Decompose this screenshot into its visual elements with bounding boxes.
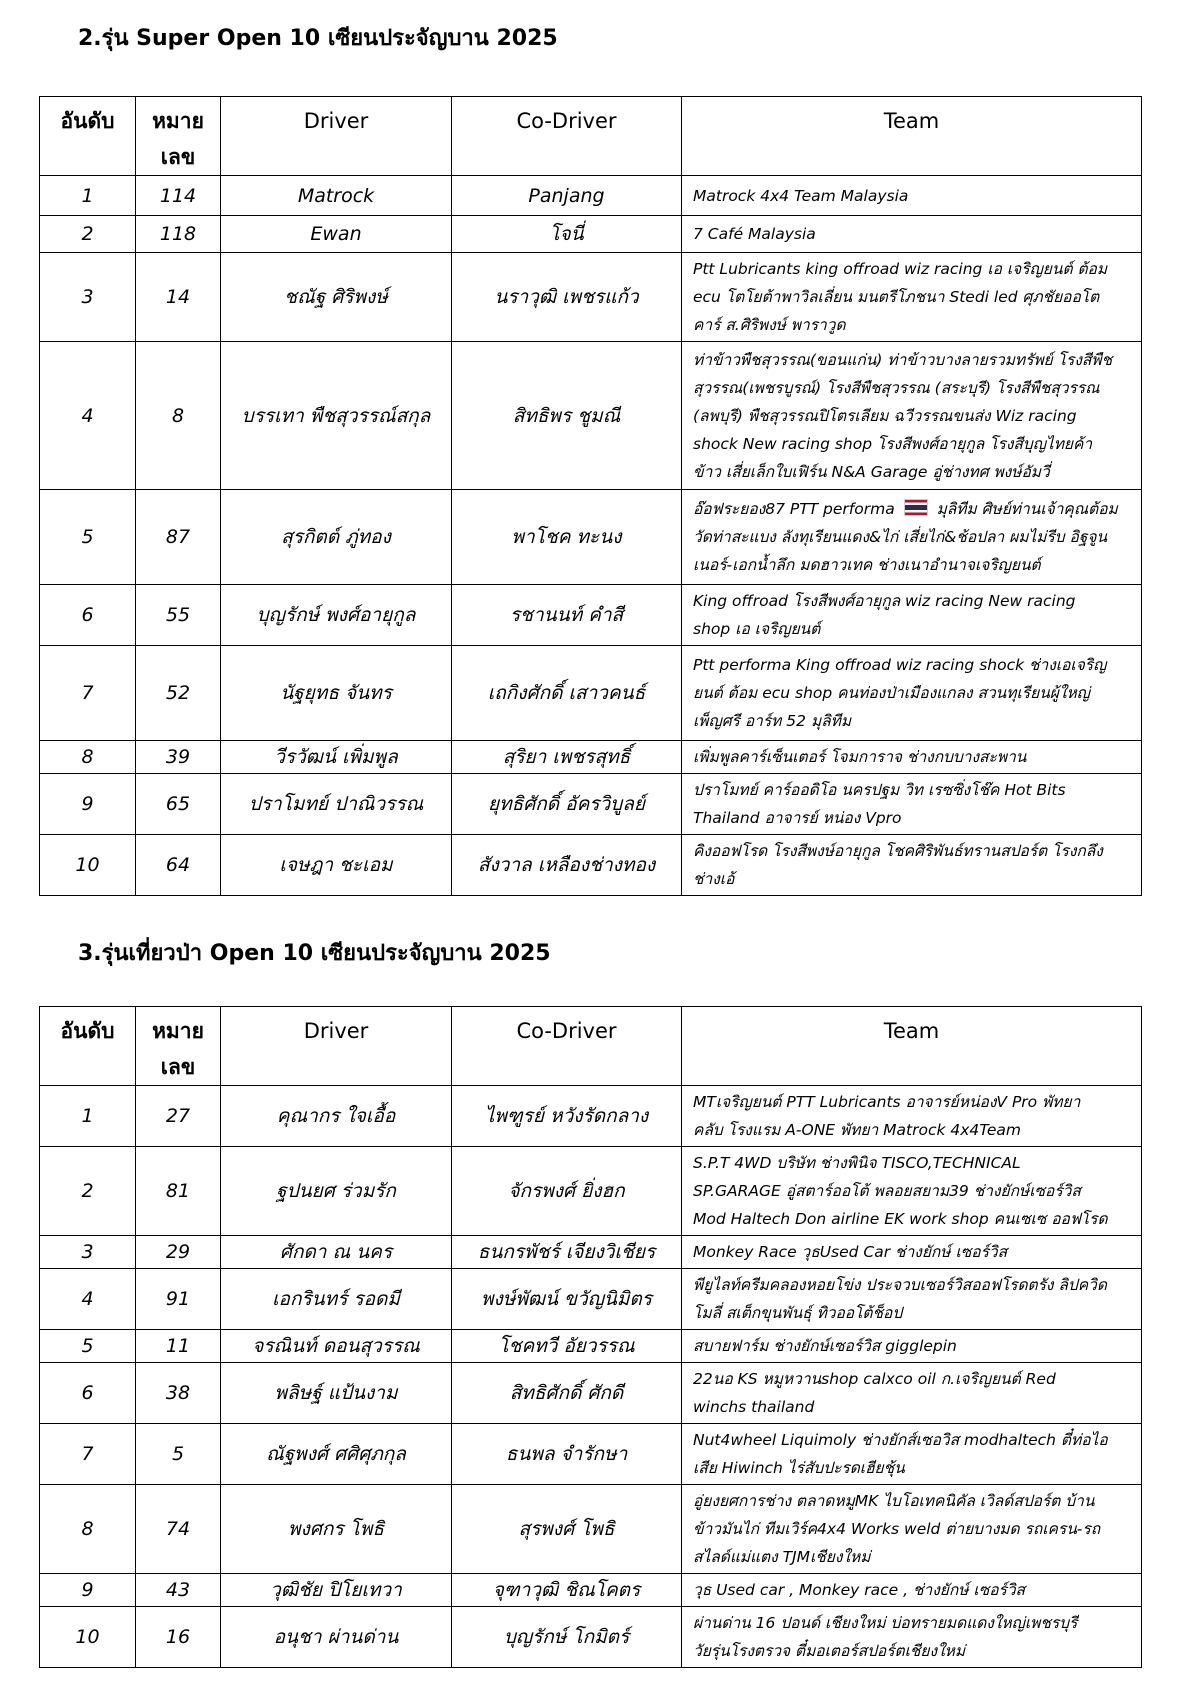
team-line: ท่าข้าวพืชสุวรรณ(ขอนแก่น) ท่าข้าวบางลายรวมทรัพย์ โรงสีพืช	[693, 350, 1113, 369]
rank-cell: 8	[40, 741, 136, 774]
co-driver-cell: ธนพล จำรักษา	[452, 1424, 682, 1485]
team-line: โมลี่ สเต็กขุนพันธุ์ ทิวออโต้ช็อป	[693, 1304, 903, 1322]
header-rank: อันดับ	[40, 1007, 136, 1086]
number-cell: 87	[136, 490, 221, 585]
driver-cell: ปราโมทย์ ปาณิวรรณ	[221, 774, 452, 835]
co-driver-cell: สุรพงศ์ โพธิ	[452, 1485, 682, 1574]
team-line: ผ่านด่าน 16 ปอนด์ เชียงใหม่ บ่อทรายมดแดงใหญ่เพชรบุรี	[693, 1614, 1078, 1632]
rank-cell: 8	[40, 1485, 136, 1574]
section-title-super-open: 2.รุ่น Super Open 10 เซียนประจัญบาน 2025	[78, 26, 558, 51]
rank-cell: 6	[40, 585, 136, 646]
team-cell	[682, 1147, 1142, 1236]
driver-cell: คุณากร ใจเอื้อ	[221, 1086, 452, 1147]
number-cell: 118	[136, 216, 221, 253]
number-cell: 29	[136, 1236, 221, 1269]
team-cell	[682, 176, 1142, 216]
team-cell	[682, 774, 1142, 835]
number-cell: 55	[136, 585, 221, 646]
number-cell: 5	[136, 1424, 221, 1485]
driver-cell: อนุชา ผ่านด่าน	[221, 1607, 452, 1668]
section-title-tiew-pa-open: 3.รุ่นเที่ยวป่า Open 10 เซียนประจัญบาน 2025	[78, 941, 551, 966]
thai-flag-icon	[904, 499, 928, 516]
team-cell	[682, 342, 1142, 490]
table-row	[40, 1485, 1142, 1574]
team-cell	[682, 646, 1142, 741]
table-row	[40, 1363, 1142, 1424]
team-line: เพิ่มพูลคาร์เซ็นเตอร์ โจมการาจ ช่างกบบางสะพาน	[693, 748, 1027, 766]
number-cell: 74	[136, 1485, 221, 1574]
co-driver-cell: ไพฑูรย์ หวังรัดกลาง	[452, 1086, 682, 1147]
table-row	[40, 585, 1142, 646]
table-row	[40, 1236, 1142, 1269]
driver-cell: พงศกร โพธิ	[221, 1485, 452, 1574]
team-line: Matrock 4x4 Team Malaysia	[693, 186, 909, 205]
co-driver-cell: สิทธิพร ชูมณี	[452, 342, 682, 490]
co-driver-cell: โจนี่	[452, 216, 682, 253]
rank-cell: 9	[40, 1574, 136, 1607]
co-driver-cell: รชานนท์ คำสี	[452, 585, 682, 646]
rank-cell: 4	[40, 342, 136, 490]
table-row	[40, 1607, 1142, 1668]
number-cell: 64	[136, 835, 221, 896]
table-row	[40, 490, 1142, 585]
team-cell	[682, 1363, 1142, 1424]
team-line: ecu โตโยต้าพาวิลเลี่ยน มนตรีโภชนา Stedi led ศุภชัยออโต	[693, 288, 1100, 306]
table-row	[40, 774, 1142, 835]
team-line-text: มุลิทีม ศิษย์ท่านเจ้าคุณต้อม	[931, 500, 1118, 518]
rank-cell: 5	[40, 1330, 136, 1363]
driver-cell: Ewan	[221, 216, 452, 253]
number-cell: 11	[136, 1330, 221, 1363]
team-line: ปราโมทย์ คาร์ออดิโอ นครปฐม วิท เรซซิ่งโช๊ค Hot Bits	[693, 781, 1066, 799]
driver-cell: บรรเทา พืชสุวรรณ์สกุล	[221, 342, 452, 490]
header-number	[136, 97, 221, 176]
number-cell: 91	[136, 1269, 221, 1330]
team-line: Ptt performa King offroad wiz racing shock ช่างเอเจริญ	[693, 656, 1107, 674]
team-cell	[682, 741, 1142, 774]
team-line: ข้าว เสี่ยเล็กใบเฟิร์น N&A Garage อู่ช่างทศ พงษ์อัมวี่	[693, 462, 1050, 481]
team-line: Ptt Lubricants king offroad wiz racing เอ เจริญยนต์ ต้อม	[693, 260, 1108, 278]
team-cell	[682, 1424, 1142, 1485]
number-cell: 43	[136, 1574, 221, 1607]
header-rank: อันดับ	[40, 97, 136, 176]
team-line: Nut4wheel Liquimoly ช่างยักส์เซอวิส modhaltech ตี๋ท่อไอ	[693, 1431, 1108, 1449]
header-number-line1: หมาย	[152, 1019, 204, 1043]
co-driver-cell: บุญรักษ์ โกมิตร์	[452, 1607, 682, 1668]
table-row	[40, 253, 1142, 342]
team-line: เนอร์-เอกน้ำลึก มดฮาวเทค ช่างเนาอำนาจเจริญยนต์	[693, 556, 1041, 574]
header-number-line1: หมาย	[152, 109, 204, 133]
team-line	[693, 495, 1133, 523]
header-driver: Driver	[221, 97, 452, 176]
co-driver-cell: โชคทวี อัยวรรณ	[452, 1330, 682, 1363]
team-line: (ลพบุรี) พืชสุวรรณปิโตรเลียม ฉวีวรรณขนส่ง Wiz racing	[693, 406, 1077, 425]
number-cell: 65	[136, 774, 221, 835]
co-driver-cell: จุฑาวุฒิ ชิณโคตร	[452, 1574, 682, 1607]
number-cell: 27	[136, 1086, 221, 1147]
header-co-driver: Co-Driver	[452, 97, 682, 176]
team-line: shop เอ เจริญยนต์	[693, 620, 821, 638]
team-cell	[682, 1607, 1142, 1668]
team-line: อู่ยงยศการช่าง ตลาดหมูMK ไบโอเทคนิคัล เวิลด์สปอร์ต บ้าน	[693, 1492, 1095, 1510]
rank-cell: 4	[40, 1269, 136, 1330]
number-cell: 52	[136, 646, 221, 741]
team-line: พียูไลท์ครีมคลองหอยโข่ง ประจวบเซอร์วิสออฟโรดตรัง ลิปควิด	[693, 1276, 1107, 1294]
rank-cell: 7	[40, 1424, 136, 1485]
team-cell	[682, 835, 1142, 896]
driver-cell: Matrock	[221, 176, 452, 216]
table-row	[40, 1574, 1142, 1607]
co-driver-cell: สุริยา เพชรสุทธิ์	[452, 741, 682, 774]
team-line: ยนต์ ต้อม ecu shop คนท่องป่าเมืองแกลง สวนทุเรียนผู้ใหญ่	[693, 684, 1090, 702]
team-line: เพ็ญศรี อาร์ท 52 มุลิทีม	[693, 712, 852, 730]
co-driver-cell: สังวาล เหลืองช่างทอง	[452, 835, 682, 896]
co-driver-cell: พงษ์พัฒน์ ขวัญนิมิตร	[452, 1269, 682, 1330]
number-cell: 16	[136, 1607, 221, 1668]
driver-cell: วีรวัฒน์ เพิ่มพูล	[221, 741, 452, 774]
header-team: Team	[682, 97, 1142, 176]
co-driver-cell: จักรพงศ์ ยิ่งฮก	[452, 1147, 682, 1236]
team-line: คิงออฟโรด โรงสีพงษ์อายุกูล โชคศิริพันธ์ทรานสปอร์ต โรงกลึง	[693, 842, 1103, 860]
table-row	[40, 342, 1142, 490]
driver-cell: พลิษฐ์ แป้นงาม	[221, 1363, 452, 1424]
table-row	[40, 1147, 1142, 1236]
team-cell	[682, 490, 1142, 585]
rank-cell: 7	[40, 646, 136, 741]
team-line: สุวรรณ(เพชรบูรณ์) โรงสีพืชสุวรรณ (สระบุรี) โรงสีพืชสุวรรณ	[693, 378, 1100, 397]
team-line: SP.GARAGE อู่สตาร์ออโต้ พลอยสยาม39 ช่างยักษ์เซอร์วิส	[693, 1182, 1081, 1200]
results-table-tiew-pa-open	[39, 1006, 1142, 1668]
rank-cell: 5	[40, 490, 136, 585]
number-cell: 8	[136, 342, 221, 490]
driver-cell: ศักดา ณ นคร	[221, 1236, 452, 1269]
rank-cell: 1	[40, 1086, 136, 1147]
rank-cell: 1	[40, 176, 136, 216]
team-line: Monkey Race วุธUsed Car ช่างยักษ์ เซอร์วิส	[693, 1243, 1008, 1261]
co-driver-cell: พาโชค ทะนง	[452, 490, 682, 585]
team-line: S.P.T 4WD บริษัท ช่างพินิจ TISCO,TECHNICAL	[693, 1154, 1021, 1172]
team-line: วัดท่าสะแบง ลังทุเรียนแดง&ไก่ เสี่ยไก่&ช้อปลา ผมไม่รีบ อิฐจูน	[693, 528, 1108, 546]
header-number-line2: เลข	[160, 1055, 196, 1079]
team-cell	[682, 1269, 1142, 1330]
team-line: คลับ โรงแรม A-ONE พัทยา Matrock 4x4Team	[693, 1121, 1021, 1139]
team-line: คาร์ ส.ศิริพงษ์ พาราวูด	[693, 316, 846, 334]
driver-cell: จรณินท์ ดอนสุวรรณ	[221, 1330, 452, 1363]
co-driver-cell: เถกิงศักดิ์ เสาวคนธ์	[452, 646, 682, 741]
co-driver-cell: Panjang	[452, 176, 682, 216]
rank-cell: 9	[40, 774, 136, 835]
team-line-text: อ๊อฟระยอง87 PTT performa	[693, 500, 900, 518]
team-cell	[682, 1086, 1142, 1147]
team-cell	[682, 1574, 1142, 1607]
table-row	[40, 1269, 1142, 1330]
team-cell	[682, 585, 1142, 646]
team-cell	[682, 1485, 1142, 1574]
driver-cell: นัฐยุทธ จันทร	[221, 646, 452, 741]
team-line: ข้าวมันไก่ ทีมเวิร์ค4x4 Works weld ต่ายบางมด รถเครน-รถ	[693, 1520, 1101, 1538]
team-line: MTเจริญยนต์ PTT Lubricants อาจารย์หน่องV Pro พัทยา	[693, 1093, 1081, 1111]
table-header-row	[40, 97, 1142, 176]
number-cell: 114	[136, 176, 221, 216]
header-number-line2: เลข	[160, 145, 196, 169]
driver-cell: เจษฎา ชะเอม	[221, 835, 452, 896]
rank-cell: 3	[40, 253, 136, 342]
team-line: ช่างเอ้	[693, 870, 735, 888]
team-line: สไลด์แม่แตง TJMเชียงใหม่	[693, 1548, 871, 1566]
team-line: shock New racing shop โรงสีพงศ์อายุกูล โรงสีบุญไทยค้า	[693, 434, 1093, 453]
number-cell: 39	[136, 741, 221, 774]
rank-cell: 6	[40, 1363, 136, 1424]
team-line: วัยรุ่นโรงตรวจ ตี๋มอเตอร์สปอร์ตเชียงใหม่	[693, 1642, 966, 1660]
table-row	[40, 1424, 1142, 1485]
co-driver-cell: นราวุฒิ เพชรแก้ว	[452, 253, 682, 342]
driver-cell: สุรกิตต์ ภู่ทอง	[221, 490, 452, 585]
driver-cell: ณัฐพงศ์ ศศิศุภกุล	[221, 1424, 452, 1485]
table-row	[40, 176, 1142, 216]
co-driver-cell: ยุทธิศักดิ์ อัครวิบูลย์	[452, 774, 682, 835]
team-line: วุธ Used car , Monkey race , ช่างยักษ์ เซอร์วิส	[693, 1581, 1026, 1599]
table-row	[40, 835, 1142, 896]
driver-cell: ชณัฐ ศิริพงษ์	[221, 253, 452, 342]
co-driver-cell: สิทธิศักดิ์ ศักดี	[452, 1363, 682, 1424]
team-cell	[682, 216, 1142, 253]
team-line: King offroad โรงสีพงศ์อายุกูล wiz racing New racing	[693, 592, 1076, 610]
team-line: Mod Haltech Don airline EK work shop คนเซเซ ออฟโรด	[693, 1210, 1108, 1228]
results-table-super-open	[39, 96, 1142, 896]
rank-cell: 2	[40, 1147, 136, 1236]
header-number	[136, 1007, 221, 1086]
rank-cell: 2	[40, 216, 136, 253]
table-row	[40, 741, 1142, 774]
team-line: สบายฟาร์ม ช่างยักษ์เซอร์วิส gigglepin	[693, 1337, 957, 1355]
driver-cell: บุญรักษ์ พงศ์อายุกูล	[221, 585, 452, 646]
team-cell	[682, 253, 1142, 342]
team-line: 22นอ KS หมูหวานshop calxco oil ก.เจริญยนต์ Red	[693, 1370, 1056, 1388]
co-driver-cell: ธนกรพัชร์ เจียงวิเชียร	[452, 1236, 682, 1269]
driver-cell: วุฒิชัย ปิโยเทวา	[221, 1574, 452, 1607]
table-row	[40, 216, 1142, 253]
header-driver: Driver	[221, 1007, 452, 1086]
team-line: เสีย Hiwinch ไร่สับปะรดเฮียชุ้น	[693, 1459, 905, 1477]
header-co-driver: Co-Driver	[452, 1007, 682, 1086]
team-cell	[682, 1236, 1142, 1269]
number-cell: 14	[136, 253, 221, 342]
team-line: Thailand อาจารย์ หน่อง Vpro	[693, 809, 902, 827]
driver-cell: ฐปนยศ ร่วมรัก	[221, 1147, 452, 1236]
team-line: winchs thailand	[693, 1398, 815, 1416]
table-row	[40, 1086, 1142, 1147]
table-row	[40, 1330, 1142, 1363]
rank-cell: 10	[40, 835, 136, 896]
rank-cell: 10	[40, 1607, 136, 1668]
header-team: Team	[682, 1007, 1142, 1086]
team-line: 7 Café Malaysia	[693, 225, 816, 243]
table-row	[40, 646, 1142, 741]
driver-cell: เอกรินทร์ รอดมี	[221, 1269, 452, 1330]
table-header-row	[40, 1007, 1142, 1086]
number-cell: 81	[136, 1147, 221, 1236]
rank-cell: 3	[40, 1236, 136, 1269]
team-cell	[682, 1330, 1142, 1363]
number-cell: 38	[136, 1363, 221, 1424]
